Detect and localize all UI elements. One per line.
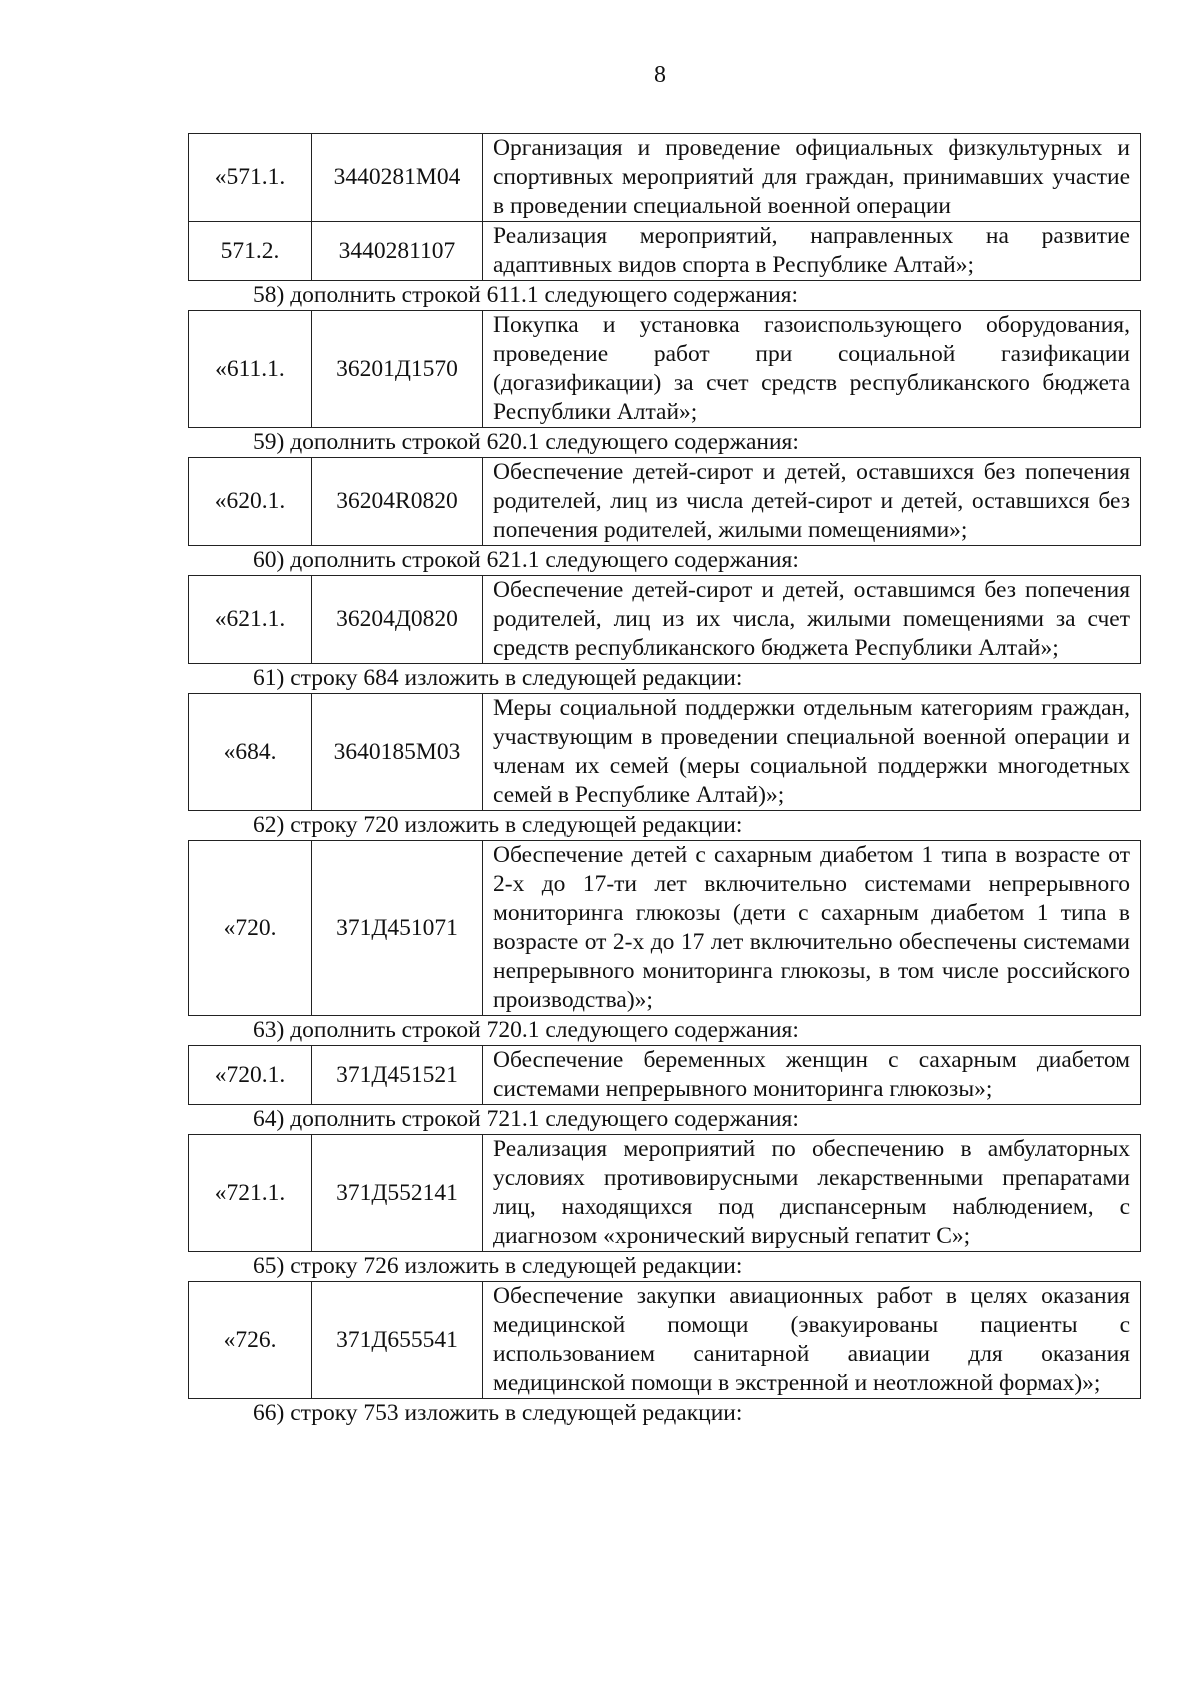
- description-cell: Обеспечение закупки авиационных работ в целях оказания медицинской помощи (эвакуированы пациенты с использованием санитарной авиации для оказания медицинской помощи в экстренной и неотложной формах)»;: [483, 1282, 1141, 1399]
- budget-lines-table: [188, 693, 1141, 811]
- line-number-cell: «684.: [189, 694, 312, 811]
- budget-code-cell: 3440281107: [312, 222, 483, 281]
- amendment-instruction: 63) дополнить строкой 720.1 следующего содержания:: [253, 1017, 799, 1043]
- description-cell: Меры социальной поддержки отдельным категориям граждан, участвующим в проведении специальной военной операции и членам их семей (меры социальной поддержки многодетных семей в Республике Алтай)»;: [483, 694, 1141, 811]
- description-cell: Обеспечение детей-сирот и детей, оставшимся без попечения родителей, лиц из их числа, жилыми помещениями за счет средств республиканского бюджета Республики Алтай»;: [483, 576, 1141, 664]
- budget-lines-table: [188, 457, 1141, 546]
- table-row: [189, 222, 1141, 281]
- document-body: [188, 133, 1141, 1428]
- line-number-cell: «621.1.: [189, 576, 312, 664]
- table-row: [189, 311, 1141, 428]
- page-number: 8: [654, 62, 666, 88]
- budget-lines-table: [188, 1134, 1141, 1252]
- line-number-cell: «720.: [189, 841, 312, 1016]
- table-row: [189, 458, 1141, 546]
- description-cell: Реализация мероприятий, направленных на развитие адаптивных видов спорта в Республике Алтай»;: [483, 222, 1141, 281]
- budget-lines-table: [188, 1281, 1141, 1399]
- budget-code-cell: 371Д451071: [312, 841, 483, 1016]
- budget-code-cell: 36204Д0820: [312, 576, 483, 664]
- description-cell: Обеспечение детей-сирот и детей, оставшихся без попечения родителей, лиц из числа детей-сирот и детей, оставшихся без попечения родителей, жилыми помещениями»;: [483, 458, 1141, 546]
- amendment-instruction: 59) дополнить строкой 620.1 следующего содержания:: [253, 429, 799, 455]
- table-row: [189, 1135, 1141, 1252]
- description-cell: Организация и проведение официальных физкультурных и спортивных мероприятий для граждан, принимавших участие в проведении специальной военной операции: [483, 134, 1141, 222]
- budget-lines-table: [188, 840, 1141, 1016]
- budget-code-cell: 371Д552141: [312, 1135, 483, 1252]
- amendment-instruction: 66) строку 753 изложить в следующей редакции:: [253, 1400, 743, 1426]
- line-number-cell: «720.1.: [189, 1046, 312, 1105]
- budget-code-cell: 36204R0820: [312, 458, 483, 546]
- amendment-instruction: 65) строку 726 изложить в следующей редакции:: [253, 1253, 743, 1279]
- amendment-instruction: 60) дополнить строкой 621.1 следующего содержания:: [253, 547, 799, 573]
- line-number-cell: «721.1.: [189, 1135, 312, 1252]
- description-cell: Обеспечение беременных женщин с сахарным диабетом системами непрерывного мониторинга глюкозы»;: [483, 1046, 1141, 1105]
- table-row: [189, 576, 1141, 664]
- budget-code-cell: 36201Д1570: [312, 311, 483, 428]
- amendment-instruction: 58) дополнить строкой 611.1 следующего содержания:: [253, 282, 798, 308]
- description-cell: Обеспечение детей с сахарным диабетом 1 типа в возрасте от 2-х до 17-ти лет включительно системами непрерывного мониторинга глюкозы (дети с сахарным диабетом 1 типа в возрасте от 2-х до 17 лет включительно обеспечены системами непрерывного мониторинга глюкозы, в том числе российского производства)»;: [483, 841, 1141, 1016]
- budget-lines-table: [188, 575, 1141, 664]
- description-cell: Реализация мероприятий по обеспечению в амбулаторных условиях противовирусными лекарственными препаратами лиц, находящихся под диспансерным наблюдением, с диагнозом «хронический вирусный гепатит С»;: [483, 1135, 1141, 1252]
- table-row: [189, 841, 1141, 1016]
- description-cell: Покупка и установка газоиспользующего оборудования, проведение работ при социальной газификации (догазификации) за счет средств республиканского бюджета Республики Алтай»;: [483, 311, 1141, 428]
- budget-code-cell: 3640185М03: [312, 694, 483, 811]
- table-row: [189, 1282, 1141, 1399]
- table-row: [189, 134, 1141, 222]
- budget-lines-table: [188, 310, 1141, 428]
- table-row: [189, 694, 1141, 811]
- budget-code-cell: 371Д655541: [312, 1282, 483, 1399]
- line-number-cell: «620.1.: [189, 458, 312, 546]
- amendment-instruction: 61) строку 684 изложить в следующей редакции:: [253, 665, 743, 691]
- budget-lines-table: [188, 133, 1141, 281]
- line-number-cell: 571.2.: [189, 222, 312, 281]
- budget-code-cell: 3440281М04: [312, 134, 483, 222]
- budget-lines-table: [188, 1045, 1141, 1105]
- line-number-cell: «571.1.: [189, 134, 312, 222]
- amendment-instruction: 62) строку 720 изложить в следующей редакции:: [253, 812, 743, 838]
- line-number-cell: «726.: [189, 1282, 312, 1399]
- table-row: [189, 1046, 1141, 1105]
- budget-code-cell: 371Д451521: [312, 1046, 483, 1105]
- amendment-instruction: 64) дополнить строкой 721.1 следующего содержания:: [253, 1106, 799, 1132]
- line-number-cell: «611.1.: [189, 311, 312, 428]
